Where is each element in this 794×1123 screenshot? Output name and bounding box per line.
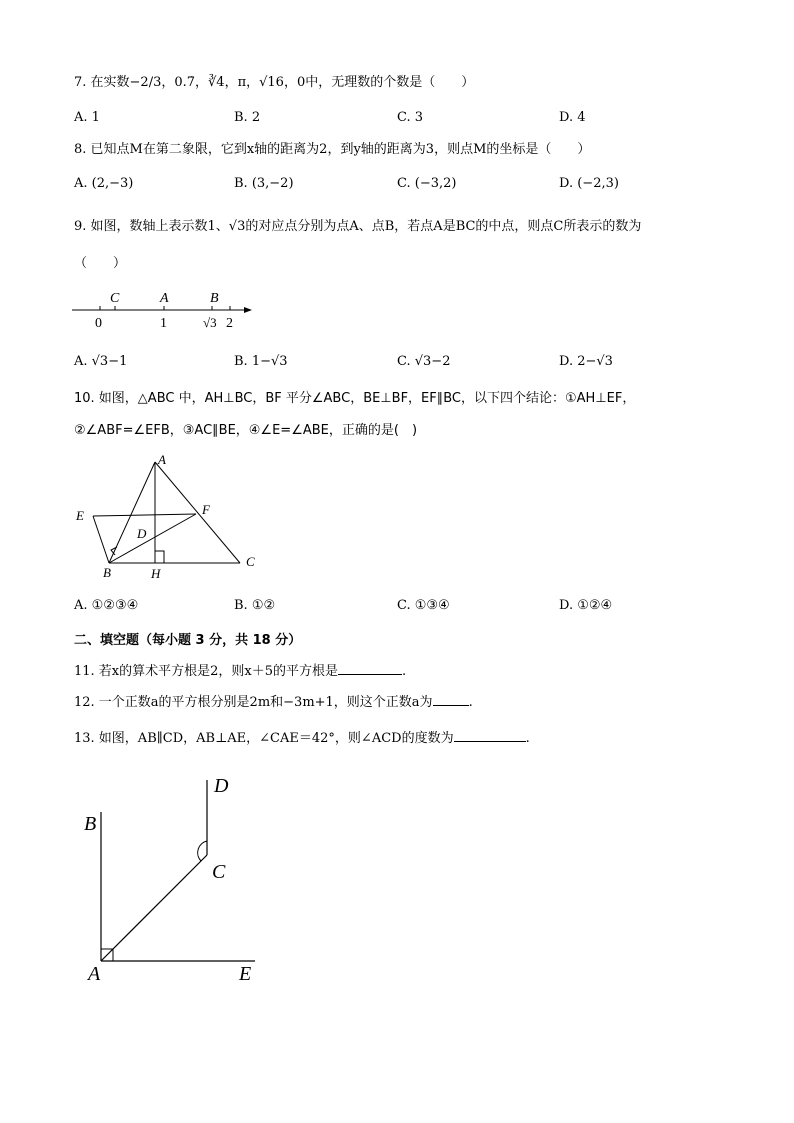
label-a: A (158, 452, 166, 467)
question-9-options (74, 354, 714, 374)
label-e: E (239, 963, 252, 985)
label-two: 2 (226, 316, 233, 331)
question-13 (74, 728, 530, 748)
label-e: E (76, 508, 84, 523)
answer-blank-13[interactable] (454, 728, 526, 742)
question-10-text-cont: ②∠ABF=∠EFB，③AC∥BE，④∠E=∠ABE，正确的是( ) (74, 423, 418, 438)
q10-option-a[interactable]: A. ①②③④ (74, 598, 139, 613)
segment-bf (109, 514, 196, 563)
q7-option-c[interactable]: C. 3 (397, 110, 424, 125)
q10-option-b[interactable]: B. ①② (234, 598, 276, 613)
q8-option-d[interactable]: D. (−2,3) (559, 176, 619, 191)
question-12-end: . (468, 695, 473, 710)
section-2-heading: 二、填空题（每小题 3 分，共 18 分） (74, 633, 302, 648)
q8-option-b[interactable]: B. (3,−2) (234, 176, 294, 191)
question-12-text: 12. 一个正数a的平方根分别是2m和−3m+1，则这个正数a为 (74, 695, 433, 710)
label-d: D (214, 775, 229, 797)
label-h: H (151, 566, 161, 581)
number-line-arrow-icon (244, 307, 252, 313)
q9-option-b[interactable]: B. 1−√3 (234, 354, 288, 369)
q7-option-d[interactable]: D. 4 (559, 110, 586, 125)
label-one: 1 (160, 316, 167, 331)
q9-option-c[interactable]: C. √3−2 (397, 354, 451, 369)
question-11-text: 11. 若x的算术平方根是2，则x＋5的平方根是 (74, 664, 339, 679)
question-10-stem (74, 390, 635, 408)
label-b: B (210, 291, 219, 306)
question-9-stem-cont (74, 255, 126, 273)
label-zero: 0 (95, 316, 102, 331)
segment-ef (93, 514, 196, 516)
question-7-text: 7. 在实数−2/3，0.7̇，∛4，π，√16，0中，无理数的个数是（ ） (74, 75, 475, 90)
label-d: D (137, 526, 147, 541)
right-angle-h (155, 551, 164, 563)
question-8-options (74, 176, 714, 196)
label-b: B (84, 813, 97, 835)
label-c: C (212, 861, 226, 883)
question-12 (74, 692, 473, 712)
q7-option-a[interactable]: A. 1 (74, 110, 100, 125)
label-c: C (246, 554, 255, 569)
question-11 (74, 661, 406, 681)
question-10-options (74, 598, 714, 618)
q7-option-b[interactable]: B. 2 (234, 110, 261, 125)
label-b: B (103, 565, 111, 580)
segment-ac (101, 855, 207, 961)
q8-option-a[interactable]: A. (2,−3) (74, 176, 134, 191)
q10-option-c[interactable]: C. ①③④ (397, 598, 450, 613)
question-10-stem-cont (74, 422, 417, 440)
question-13-end: . (525, 731, 530, 746)
q9-option-d[interactable]: D. 2−√3 (559, 354, 613, 369)
label-f: F (202, 502, 210, 517)
segment-be (93, 516, 109, 563)
q9-option-a[interactable]: A. √3−1 (74, 354, 128, 369)
answer-blank-11[interactable] (338, 661, 402, 675)
segment-ac (155, 462, 240, 563)
label-sqrt3: √3 (203, 315, 217, 330)
question-7-stem (74, 74, 474, 92)
label-c: C (110, 291, 120, 306)
question-13-text: 13. 如图，AB∥CD，AB⊥AE，∠CAE＝42°，则∠ACD的度数为 (74, 731, 454, 746)
question-8-stem (74, 141, 590, 159)
question-9-text: 9. 如图，数轴上表示数1、√3的对应点分别为点A、点B，若点A是BC的中点，则点C所表示的数为 (74, 219, 642, 234)
label-a: A (88, 963, 101, 985)
question-8-text: 8. 已知点M在第二象限，它到x轴的距离为2，到y轴的距离为3，则点M的坐标是（ ） (74, 142, 591, 157)
q10-option-d[interactable]: D. ①②④ (559, 598, 613, 613)
question-9-stem (74, 218, 641, 236)
parallel-lines-figure (80, 770, 280, 990)
answer-blank-12[interactable] (433, 692, 469, 706)
question-11-end: . (402, 664, 407, 679)
angle-arc-c (198, 841, 207, 861)
triangle-figure (70, 450, 270, 588)
question-9-bracket: （ ） (74, 256, 127, 271)
label-a: A (160, 291, 169, 306)
question-10-text: 10. 如图，△ABC 中，AH⊥BC，BF 平分∠ABC，BE⊥BF，EF∥BC，以下四个结论：①AH⊥EF， (74, 391, 636, 406)
question-7-options (74, 110, 714, 130)
number-line-figure (70, 285, 260, 333)
q8-option-c[interactable]: C. (−3,2) (397, 176, 457, 191)
